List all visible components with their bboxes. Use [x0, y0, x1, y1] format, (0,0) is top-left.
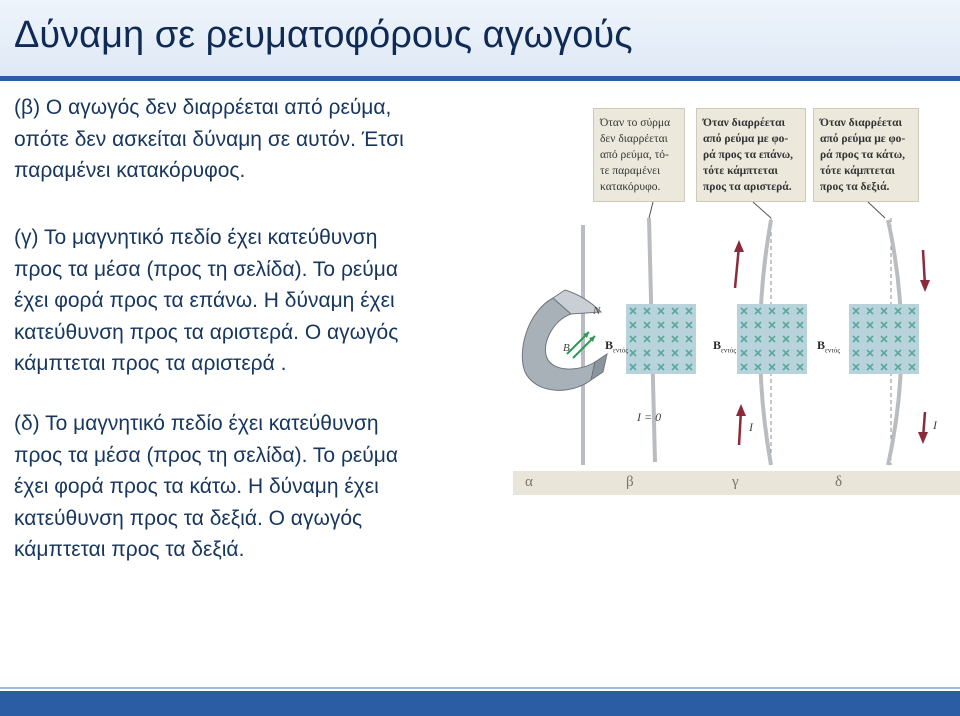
caption-line: προς τα δεξιά. [820, 181, 890, 193]
panel-letter-delta: δ [835, 474, 843, 490]
paragraph-beta [14, 92, 474, 187]
caption-line: προς τα αριστερά. [703, 181, 792, 193]
footer-rule [0, 687, 960, 689]
text-line: κατεύθυνση προς τα δεξιά. Ο αγωγός [14, 506, 363, 530]
caption-line: από ρεύμα με φο- [703, 133, 789, 145]
text-line: κάμπτεται προς τα δεξιά. [14, 538, 245, 561]
caption-line: τότε κάμπτεται [703, 165, 778, 177]
caption-line: Όταν διαρρέεται [820, 117, 903, 129]
title-bar [0, 0, 960, 76]
panel-letter-gamma: γ [732, 474, 739, 490]
field-symbol: B [817, 338, 826, 352]
field-x-marks [513, 100, 960, 508]
field-symbol: B [713, 338, 722, 352]
field-symbol: B [605, 338, 614, 352]
caption-line: από ρεύμα με φο- [820, 133, 906, 145]
field-subscript: εντός [613, 346, 629, 355]
text-line: κατεύθυνση προς τα αριστερά. Ο αγωγός [14, 320, 399, 344]
magnet-north-label: N [593, 305, 601, 317]
text-line: (β) Ο αγωγός δεν διαρρέεται από ρεύμα, [14, 96, 392, 119]
field-label-delta [817, 338, 840, 354]
panel-letter-beta: β [626, 474, 634, 490]
text-line: (δ) Το μαγνητικό πεδίο έχει κατεύθυνση [14, 412, 379, 435]
text-line: έχει φορά προς τα επάνω. Η δύναμη έχει [14, 289, 395, 312]
text-line: προς τα μέσα (προς τη σελίδα). Το ρεύμα [14, 443, 398, 467]
current-label-gamma: I [749, 420, 753, 434]
magnet-field-label: B [563, 342, 570, 354]
caption-line: Όταν το σύρμα [600, 117, 671, 129]
caption-line: από ρεύμα, τό- [600, 149, 669, 161]
current-label-delta: I [933, 418, 937, 432]
text-line: κάμπτεται προς τα αριστερά . [14, 352, 287, 375]
caption-line: ρά προς τα επάνω, [703, 149, 794, 161]
field-subscript: εντός [825, 346, 841, 355]
title-underline [0, 76, 960, 81]
panel-letter-alpha: α [525, 474, 533, 490]
text-line: παραμένει κατακόρυφος. [14, 159, 246, 182]
current-zero-label: I = 0 [637, 410, 662, 424]
slide-title: Δύναμη σε ρευματοφόρους αγωγούς [14, 14, 633, 56]
caption-line: τε παραμένει [600, 165, 661, 177]
text-line: προς τα μέσα (προς τη σελίδα). Το ρεύμα [14, 257, 398, 281]
caption-line: τότε κάμπτεται [820, 165, 895, 177]
caption-line: δεν διαρρέεται [600, 133, 668, 145]
text-line: οπότε δεν ασκείται δύναμη σε αυτόν. Έτσι [14, 127, 404, 151]
field-label-beta [605, 338, 628, 354]
field-subscript: εντός [721, 346, 737, 355]
paragraph-delta [14, 408, 474, 566]
text-line: (γ) Το μαγνητικό πεδίο έχει κατεύθυνση [14, 226, 378, 249]
caption-line: κατακόρυφο. [600, 181, 661, 193]
magnetic-force-figure [513, 100, 960, 508]
field-label-gamma [713, 338, 736, 354]
text-line: έχει φορά προς τα κάτω. Η δύναμη έχει [14, 475, 379, 498]
caption-line: ρά προς τα κάτω, [820, 149, 906, 161]
paragraph-gamma [14, 222, 474, 380]
caption-line: Όταν διαρρέεται [703, 117, 786, 129]
footer-bar [0, 691, 960, 716]
